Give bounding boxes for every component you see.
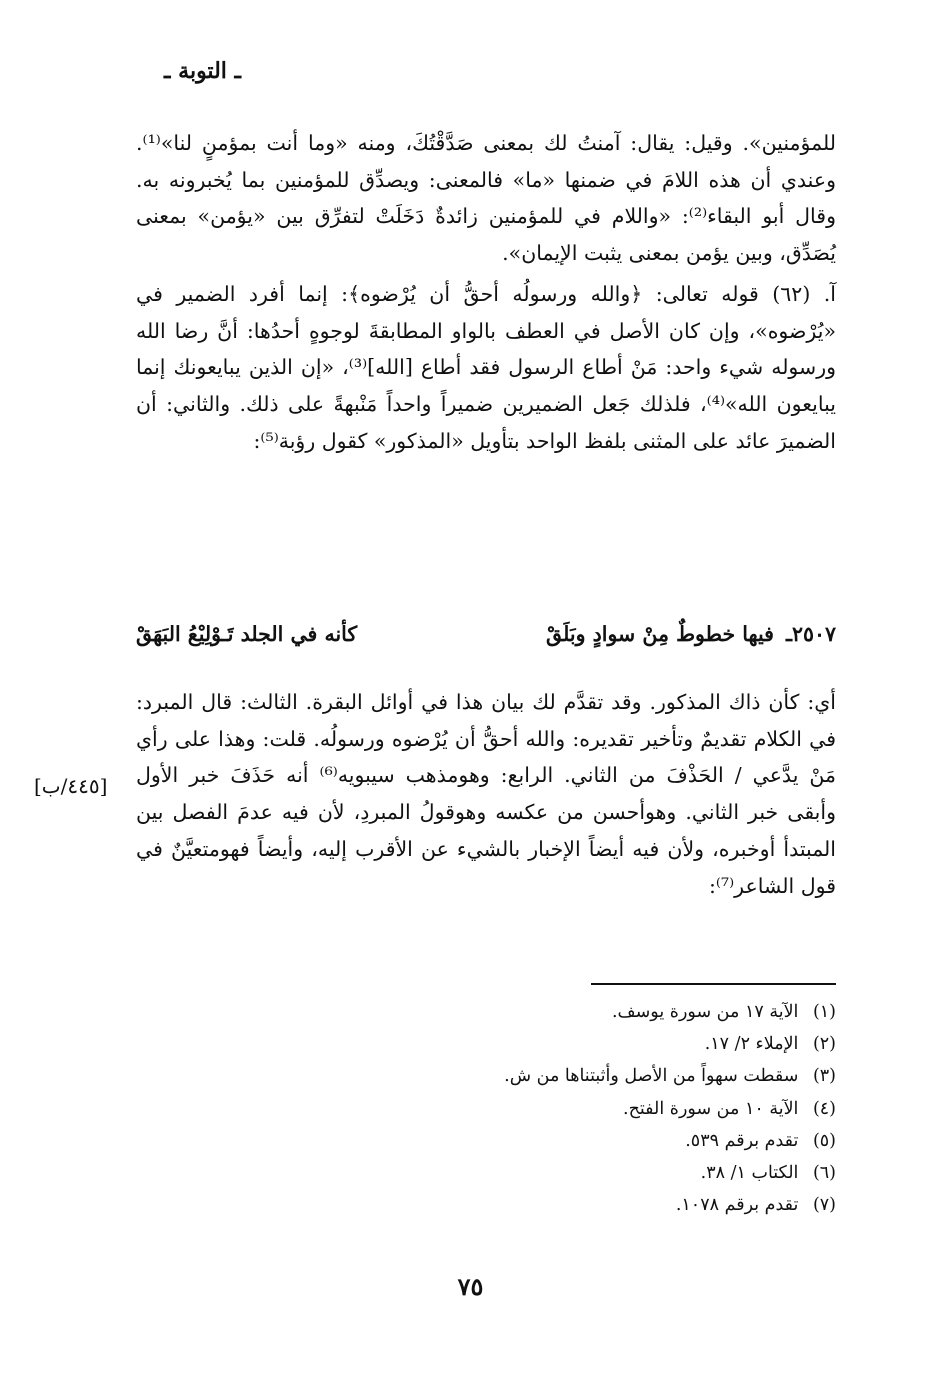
running-head: ـ التوبة ـ <box>164 58 241 84</box>
footnote-number: (٥) <box>812 1130 836 1151</box>
footnote-text: الكتاب ١/ ٣٨. <box>700 1163 799 1184</box>
main-text-continued <box>136 684 836 904</box>
page-number: ٧٥ <box>457 1272 484 1301</box>
footnote-separator <box>591 983 836 985</box>
verse-hemistich-2: كأنه في الجلد تَـوْلِيْعُ البَهَقْ <box>136 622 358 646</box>
footnote-7 <box>136 1189 836 1221</box>
verse-line <box>136 616 836 652</box>
footnote-number: (٢) <box>812 1034 836 1055</box>
footnote-number: (٧) <box>812 1195 836 1216</box>
verse-hemistich-1: فيها خطوطٌ مِنْ سوادٍ وبَلَقْ <box>546 622 774 646</box>
footnote-text: الآية ١٠ من سورة الفتح. <box>623 1098 799 1119</box>
verse-number: ٢٥٠٧ـ <box>785 622 836 646</box>
footnote-text: الآية ١٧ من سورة يوسف. <box>611 1002 799 1022</box>
footnote-number: (٣) <box>812 1066 836 1087</box>
paragraph-1: للمؤمنين». وقيل: يقال: آمنتُ لك بمعنى صَدَّقْتُكَ، ومنه «وما أنت بمؤمنٍ لنا»⁽¹⁾. وعندي أن هذه اللامَ في ضمنها «ما» فالمعنى: ويصدِّق للمؤمنين بما يُخبرونه به. وقال أبو البقاء⁽²⁾: «واللام في للمؤمنين زائدةٌ دَخَلَتْ لتفرِّق بين «يؤمن» بمعنى يُصَدِّق، وبين يؤمن بمعنى يثبت الإيمان». <box>136 131 836 266</box>
footnote-text: تقدم برقم ٥٣٩. <box>685 1130 799 1151</box>
footnote-number: (٤) <box>812 1098 836 1119</box>
footnote-text: الإملاء ٢/ ١٧. <box>704 1034 799 1055</box>
footnotes <box>136 996 836 1221</box>
paragraph-2: آ. (٦٢) قوله تعالى: ﴿والله ورسولُه أحقُّ أن يُرْضوه﴾: إنما أفرد الضمير في «يُرْضوه»، وإن كان الأصل في العطف بالواو المطابقةَ لوجوهٍ أحدُها: أنَّ رضا الله ورسوله شيء واحد: مَنْ أطاع الرسول فقد أطاع [الله]⁽³⁾، «إن الذين يبايعونك إنما يبايعون الله»⁽⁴⁾، فلذلك جَعل الضميرين ضميراً واحداً مَنْبهةً على ذلك. والثاني: أن الضميرَ عائد على المثنى بلفظ الواحد بتأويل «المذكور» كقول رؤبة⁽⁵⁾: <box>136 281 837 453</box>
paragraph-3: أي: كأن ذاك المذكور. وقد تقدَّم لك بيان هذا في أوائل البقرة. الثالث: قال المبرد: في الكلام تقديمٌ وتأخير تقديره: والله أحقُّ أن يُرْضوه ورسولُه. قلت: وهذا على رأي مَنْ يدَّعي / الحَذْفَ من الثاني. الرابع: وهومذهب سيبويه⁽⁶⁾ أنه حَذَفَ خبر الأول وأبقى خبر الثاني. وهوأحسن من عكسه وهوقولُ المبردِ، لأن فيه عدمَ الفصل بين المبتدأ أوخبره، ولأن فيه أيضاً الإخبار بالشيء عن الأقرب إليه، وأيضاً فهومتعيَّنٌ في قول الشاعر⁽⁷⁾: <box>136 690 837 898</box>
footnote-3 <box>136 1060 836 1092</box>
footnote-2 <box>136 1028 836 1060</box>
footnote-text: سقطت سهواً من الأصل وأثبتناها من ش. <box>504 1066 799 1087</box>
footnote-number: (٦) <box>812 1163 836 1184</box>
footnote-4 <box>136 1093 836 1125</box>
manuscript-folio-marker: [٤٤٥/ب] <box>34 774 108 798</box>
footnote-1 <box>136 996 836 1028</box>
footnote-number: (١) <box>812 1002 836 1022</box>
footnote-text: تقدم برقم ١٠٧٨. <box>675 1195 799 1216</box>
footnote-6 <box>136 1157 836 1189</box>
footnote-5 <box>136 1125 836 1157</box>
main-text <box>136 125 836 459</box>
